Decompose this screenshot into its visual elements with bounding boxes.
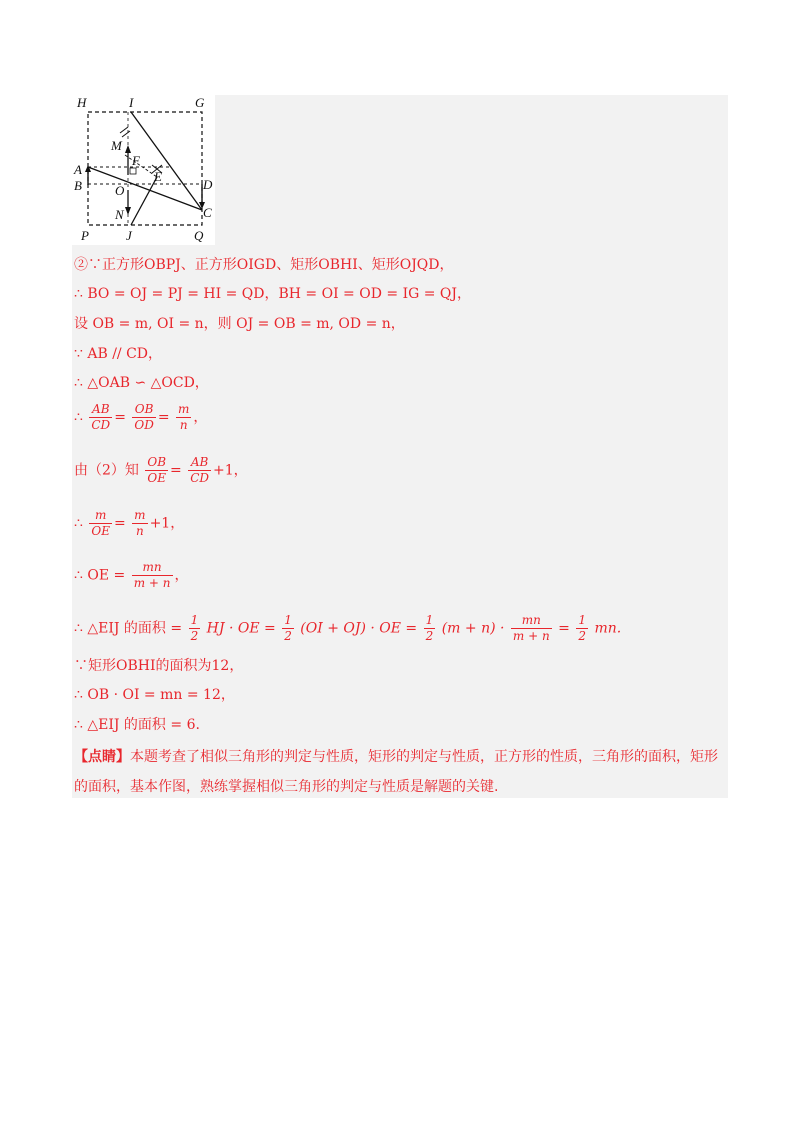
- label-O: O: [115, 183, 125, 198]
- label-F: F: [132, 153, 140, 168]
- line-7: 由（2）知 $\frac{OB}{OE}$ = $\frac{AB}{CD}$ +1，: [74, 455, 248, 485]
- note-tag: 【点睛】: [74, 749, 130, 765]
- line-8: ∴ $\frac{m}{OE}$ = $\frac{m}{n}$ +1，: [74, 508, 185, 538]
- label-B: B: [74, 178, 82, 193]
- label-A: A: [74, 162, 82, 177]
- label-M: M: [111, 138, 122, 153]
- geometry-figure: [72, 95, 215, 245]
- line-2: ∴ BO = OJ = PJ = HI = QD，BH = OI = OD = IG = QJ，: [74, 286, 472, 302]
- line-10: ∴ △EIJ 的面积 = $\frac{1}{2}$ HJ · OE = $\frac{1}{2}$ (OI + OJ) · OE = $\frac{1}{2}$ (m + n) · $\frac{mn}{m + n}$ = $\frac{1}{2}$ mn.: [74, 613, 622, 643]
- label-Q: Q: [194, 228, 204, 243]
- label-J: J: [126, 228, 132, 243]
- label-N: N: [115, 207, 124, 222]
- line-6: ∴ $\frac{AB}{CD}$ = $\frac{OB}{OD}$ = $\frac{m}{n}$ ，: [74, 402, 208, 432]
- line-11: ∵矩形OBHI的面积为12，: [74, 658, 244, 674]
- label-E: E: [154, 169, 162, 184]
- label-P: P: [81, 228, 89, 243]
- label-C: C: [203, 205, 212, 220]
- label-I: I: [129, 95, 134, 110]
- line-5: ∴ △OAB ∽ △OCD，: [74, 375, 209, 391]
- line-4: ∵ AB // CD，: [74, 346, 163, 362]
- label-H: H: [77, 95, 87, 110]
- label-G: G: [195, 95, 205, 110]
- label-D: D: [203, 177, 213, 192]
- key-point-note: [74, 742, 724, 802]
- line-9: ∴ OE = $\frac{mn}{m + n}$ ，: [74, 560, 189, 590]
- line-13: ∴ △EIJ 的面积 = 6.: [74, 717, 200, 733]
- line-12: ∴ OB · OI = mn = 12，: [74, 687, 235, 703]
- line-3: 设 OB = m, OI = n，则 OJ = OB = m, OD = n，: [74, 316, 405, 332]
- note-body: 本题考查了相似三角形的判定与性质，矩形的判定与性质，正方形的性质，三角形的面积，矩形的面积，基本作图，熟练掌握相似三角形的判定与性质是解题的关键.: [74, 749, 718, 795]
- line-1: ②∵正方形OBPJ、正方形OIGD、矩形OBHI、矩形OJQD，: [74, 257, 454, 273]
